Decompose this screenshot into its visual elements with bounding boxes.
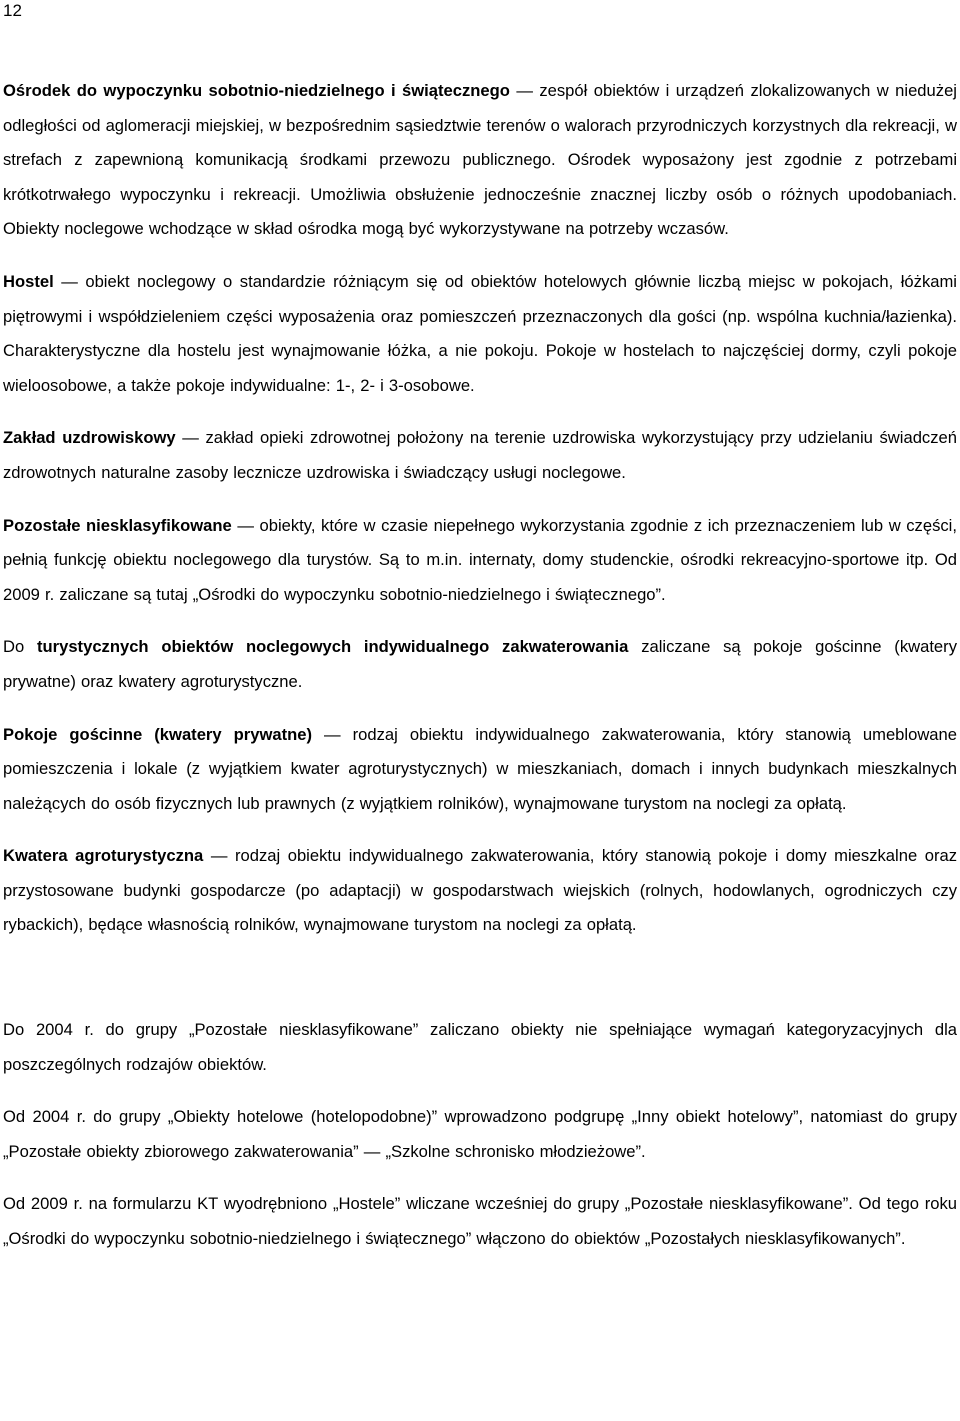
definition-text: obiekty, które w czasie niepełnego wykorzystania zgodnie z ich przeznaczeniem lub w części, pełnią funkcję obiektu noclegowego dla turystów. Są to m.in. internaty, domy studenckie, ośrodki rekreacyjno-sportowe itp. Od 2009 r. zaliczane są tutaj „Ośrodki do wypoczynku sobotnio-niedzielnego i świątecznego”. <box>3 515 957 604</box>
definition-paragraph <box>3 74 957 247</box>
section-spacer <box>3 961 957 1013</box>
definition-text: zakład opieki zdrowotnej położony na terenie uzdrowiska wykorzystujący przy udzielaniu świadczeń zdrowotnych naturalne zasoby lecznicze uzdrowiska i świadczący usługi noclegowe. <box>3 428 957 482</box>
definition-term: Kwatera agroturystyczna <box>3 846 204 866</box>
definition-text: zaliczane są pokoje gościnne (kwatery prywatne) oraz kwatery agroturystyczne. <box>3 637 957 691</box>
definition-text: zespół obiektów i urządzeń zlokalizowanych w niedużej odległości od aglomeracji miejskiej, w bezpośrednim sąsiedztwie terenów o walorach przyrodniczych korzystnych dla rekreacji, w strefach z zapewnioną komunikacją środkami przewozu publicznego. Ośrodek wyposażony jest zgodnie z potrzebami krótkotrwałego wypoczynku i rekreacji. Umożliwia obsłużenie jednocześnie znacznej liczby osób o różnych upodobaniach. Obiekty noclegowe wchodzące w skład ośrodka mogą być wykorzystywane na potrzeby wczasów. <box>3 81 957 239</box>
history-note: Do 2004 r. do grupy „Pozostałe niesklasyfikowane” zaliczano obiekty nie spełniające wymagań kategoryzacyjnych dla poszczególnych rodzajów obiektów. <box>3 1020 957 1074</box>
history-note: Od 2009 r. na formularzu KT wyodrębniono „Hostele” wliczane wcześniej do grupy „Pozostałe niesklasyfikowane”. Od tego roku „Ośrodki do wypoczynku sobotnio-niedzielnego i świątecznego” włączono do obiektów „Pozostałych niesklasyfikowanych”. <box>3 1194 957 1249</box>
definition-term: turystycznych obiektów noclegowych indywidualnego zakwaterowania <box>36 637 629 657</box>
definition-paragraph <box>3 509 957 613</box>
definition-paragraph <box>3 265 957 403</box>
definition-prefix: Do <box>3 637 37 657</box>
definition-separator: — <box>175 428 206 448</box>
definition-separator <box>628 637 641 656</box>
definition-term: Hostel <box>3 271 54 291</box>
definition-term: Ośrodek do wypoczynku sobotnio-niedzielnego i świątecznego <box>3 81 510 100</box>
definition-separator: — <box>509 81 540 100</box>
definition-term: Zakład uzdrowiskowy <box>3 428 176 448</box>
definition-separator: — <box>312 724 353 744</box>
history-note: Od 2004 r. do grupy „Obiekty hotelowe (hotelopodobne)” wprowadzono podgrupę „Inny obiekt hotelowy”, natomiast do grupy „Pozostałe obiekty zbiorowego zakwaterowania” — „Szkolne schronisko młodzieżowe”. <box>3 1107 957 1161</box>
definition-text: obiekt noclegowy o standardzie różniącym się od obiektów hotelowych głównie liczbą miejsc w pokojach, łóżkami piętrowymi i współdzieleniem części wyposażenia oraz pomieszczeń przeznaczonych dla gości (np. wspólna kuchnia/łazienka). Charakterystyczne dla hostelu jest wynajmowanie łóżka, a nie pokoju. Pokoje w hostelach to najczęściej dormy, czyli pokoje wieloosobowe, a także pokoje indywidualne: 1-, 2- i 3-osobowe. <box>3 271 957 395</box>
definition-text: rodzaj obiektu indywidualnego zakwaterowania, który stanowią umeblowane pomieszczenia i lokale (z wyjątkiem kwater agroturystycznych) w mieszkaniach, domach i innych budynkach mieszkalnych należących do osób fizycznych lub prawnych (z wyjątkiem rolników), wynajmowane turystom na noclegi za opłatą. <box>3 724 957 813</box>
page-number: 12 <box>3 1 22 20</box>
definition-term: Pokoje gościnne (kwatery prywatne) <box>3 724 313 744</box>
definition-paragraph <box>3 718 957 822</box>
definition-paragraph <box>3 630 957 699</box>
definition-separator: — <box>53 271 86 291</box>
definition-separator: — <box>231 515 260 535</box>
document-body <box>3 74 957 1275</box>
definition-paragraph <box>3 839 957 943</box>
definition-separator: — <box>203 846 235 866</box>
definition-text: rodzaj obiektu indywidualnego zakwaterowania, który stanowią pokoje i domy mieszkalne oraz przystosowane budynki gospodarcze (po adaptacji) w gospodarstwach wiejskich (rolnych, hodowlanych, ogrodniczych czy rybackich), będące własnością rolników, wynajmowane turystom na noclegi za opłatą. <box>3 846 957 935</box>
definition-paragraph <box>3 421 957 490</box>
definition-term: Pozostałe niesklasyfikowane <box>3 515 232 535</box>
